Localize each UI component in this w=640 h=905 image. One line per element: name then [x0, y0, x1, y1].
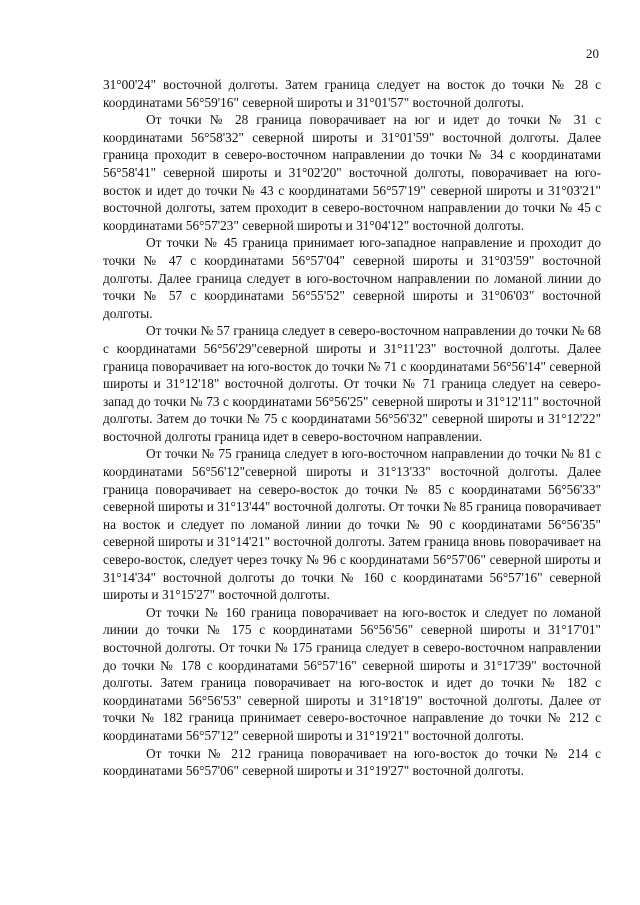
paragraph-4: От точки № 57 граница следует в северо-восточном направлении до точки № 68 с координатами 56°56'29"северной широты и 31°11'23" восточной долготы. Далее граница поворачивает на юго-восток до точки № 71 с координатами 56°56'14" северной широты и 31°12'18" восточной долготы. От точки № 71 граница следует на северо-запад до точки № 73 с координатами 56°56'25" северной широты и 31°12'11" восточной долготы. Затем до точки № 75 с координатами 56°56'32" северной широты и 31°12'22" восточной долготы граница идет в северо-восточном направлении.: [103, 323, 601, 444]
document-body: [103, 76, 601, 780]
paragraph-5: От точки № 75 граница следует в юго-восточном направлении до точки № 81 с координатами 56°56'12"северной широты и 31°13'33" восточной долготы. Далее граница поворачивает на северо-восток до точки № 85 с координатами 56°56'33" северной широты и 31°13'44" восточной долготы. От точки № 85 граница поворачивает на восток и следует по ломаной линии до точки № 90 с координатами 56°56'35" северной широты и 31°14'21" восточной долготы. Затем граница вновь поворачивает на северо-восток, следует через точку № 96 с координатами 56°57'06" северной широты и 31°14'34" восточной долготы до точки № 160 с координатами 56°57'16" северной широты и 31°15'27" восточной долготы.: [103, 446, 601, 603]
paragraph-6: От точки № 160 граница поворачивает на юго-восток и следует по ломаной линии до точки № 175 с координатами 56°56'56" северной широты и 31°17'01" восточной долготы. От точки № 175 граница следует в северо-восточном направлении до точки № 178 с координатами 56°57'16" северной широты и 31°17'39" восточной долготы. Затем граница поворачивает на юго-восток и идет до точки № 182 с координатами 56°56'53" северной широты и 31°18'19" восточной долготы. Далее от точки № 182 граница принимает северо-восточное направление до точки № 212 с координатами 56°57'12" северной широты и 31°19'21" восточной долготы.: [103, 604, 601, 743]
paragraph-7: От точки № 212 граница поворачивает на юго-восток до точки № 214 с координатами 56°57'06" северной широты и 31°19'27" восточной долготы.: [103, 745, 601, 779]
paragraph-1: 31°00'24" восточной долготы. Затем граница следует на восток до точки № 28 с координатами 56°59'16" северной широты и 31°01'57" восточной долготы.: [103, 77, 601, 110]
paragraph-2: От точки № 28 граница поворачивает на юг и идет до точки № 31 с координатами 56°58'32" северной широты и 31°01'59" восточной долготы. Далее граница проходит в северо-восточном направлении до точки № 34 с координатами 56°58'41" северной широты и 31°02'20" восточной долготы, поворачивает на юго-восток и идет до точки № 43 с координатами 56°57'19" северной широты и 31°03'21" восточной долготы, затем проходит в северо-восточном направлении до точки № 45 с координатами 56°57'23" северной широты и 31°04'12" восточной долготы.: [103, 112, 601, 233]
page-number: 20: [586, 46, 599, 61]
paragraph-3: От точки № 45 граница принимает юго-западное направление и проходит до точки № 47 с координатами 56°57'04" северной широты и 31°03'59" восточной долготы. Далее граница следует в юго-восточном направлении по ломаной линии до точки № 57 с координатами 56°55'52" северной широты и 31°06'03" восточной долготы.: [103, 235, 601, 321]
